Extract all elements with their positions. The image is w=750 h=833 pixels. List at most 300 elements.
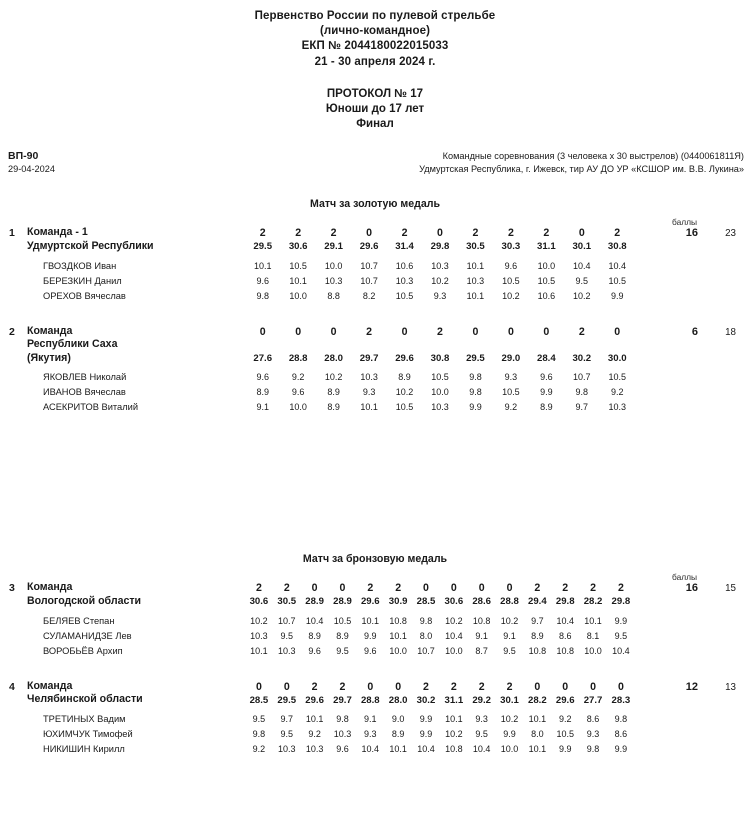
series-point-cell: 2 [295,227,302,240]
series-point-cell: 2 [543,227,550,240]
event-date: 29-04-2024 [8,164,55,175]
series-point-cell: 2 [283,582,290,595]
shooter-row [0,729,750,744]
series-point-cell: 0 [478,582,485,595]
shot-score-cell: 9.8 [336,713,349,724]
series-point-cell: 2 [259,227,266,240]
series-total-cell: 29.4 [528,596,547,608]
shot-score-cell: 10.5 [608,372,627,383]
shot-score-cell: 8.8 [327,290,340,301]
shot-score-cell: 10.3 [278,743,296,754]
team-series-totals [245,695,635,706]
shooter-scores [245,291,635,301]
shot-score-cell: 8.0 [419,630,433,641]
shooter-row [0,402,750,417]
series-point-cell: 0 [366,227,373,240]
shot-score-cell: 9.1 [503,630,516,641]
title-line-1: Первенство России по пулевой стрельбе [254,10,496,22]
shot-score-cell: 8.9 [327,387,340,398]
shot-score-cell: 9.8 [586,743,600,754]
series-total-cell: 30.0 [607,353,627,365]
series-total-cell: 29.7 [359,353,379,365]
shooter-list [0,616,750,661]
series-total-cell: 28.9 [333,596,352,608]
shooter-name: БЕЛЯЕВ Степан [43,615,115,626]
shot-score-cell: 8.6 [558,630,572,641]
matches-root [0,198,750,758]
shot-score-cell: 10.1 [389,630,407,641]
shot-score-cell: 10.0 [324,260,343,271]
shot-score-cell: 10.6 [395,260,414,271]
team-block [0,582,750,660]
shot-score-cell: 10.2 [324,372,343,383]
shot-score-cell: 10.5 [289,260,307,271]
shot-score-cell: 9.9 [419,728,433,739]
shot-score-cell: 8.9 [398,372,411,383]
series-total-cell: 28.4 [537,353,556,365]
team-name-line: Команда [27,324,73,337]
shot-score-cell: 10.5 [333,615,352,626]
shot-score-cell: 10.7 [417,645,435,656]
shot-score-cell: 10.7 [360,275,378,286]
team-rank: 4 [9,680,15,693]
shot-score-cell: 8.6 [586,713,600,724]
shot-score-cell: 10.8 [389,615,407,626]
series-point-cell: 0 [578,227,585,240]
shot-score-cell: 9.8 [469,372,482,383]
series-point-cell: 2 [478,680,485,693]
team-points-total: 6 [691,325,698,338]
shot-score-cell: 10.4 [472,743,491,754]
team-name-line: Челябинской области [27,693,143,706]
shot-score-cell: 10.3 [324,275,343,286]
shot-score-cell: 10.5 [502,275,520,286]
shooter-name: ГВОЗДКОВ Иван [43,260,117,271]
series-total-cell: 30.8 [607,241,627,253]
series-point-cell: 2 [401,227,408,240]
shooter-scores [245,387,635,397]
series-point-cell: 0 [472,325,479,338]
team-block [0,681,750,759]
team-name-line: Удмуртской Республики [27,240,154,253]
series-point-cell: 2 [506,680,513,693]
shot-score-cell: 9.3 [433,290,447,301]
shot-score-cell: 10.1 [584,615,602,626]
shot-score-cell: 10.7 [573,372,591,383]
series-total-cell: 28.8 [500,596,519,608]
shot-score-cell: 10.4 [305,615,324,626]
shot-score-cell: 10.1 [389,743,407,754]
series-point-cell: 2 [617,582,624,595]
series-total-cell: 31.1 [537,241,556,253]
series-point-cell: 2 [507,227,514,240]
series-total-cell: 28.0 [388,694,408,706]
shot-score-cell: 10.3 [431,402,449,413]
shot-score-cell: 9.2 [504,402,518,413]
shot-score-cell: 10.4 [417,743,435,754]
shooter-row [0,261,750,276]
shot-score-cell: 10.1 [528,713,547,724]
shot-score-cell: 10.2 [502,290,520,301]
team-name [27,325,242,366]
series-point-cell: 0 [590,680,596,693]
shot-score-cell: 9.9 [540,387,553,398]
shot-score-cell: 10.2 [395,387,414,398]
series-total-cell: 28.8 [360,694,380,706]
series-total-cell: 30.2 [572,353,592,365]
shot-score-cell: 9.6 [256,275,269,286]
series-total-cell: 28.0 [324,353,343,365]
title-line-2: (лично-командное) [319,25,431,38]
shot-score-cell: 10.8 [528,645,547,656]
series-total-cell: 29.5 [277,694,297,706]
series-point-cell: 0 [506,582,513,595]
shot-score-cell: 10.7 [278,615,296,626]
series-point-cell: 2 [366,325,373,338]
shot-score-cell: 10.4 [573,260,591,271]
team-name-line: Республики Саха [27,338,118,351]
title-line-3: ЕКП № 2044180022015033 [301,40,449,53]
shooter-name: ОРЕХОВ Вячеслав [43,290,126,301]
shot-score-cell: 10.3 [333,728,352,739]
team-points-total: 16 [685,582,698,595]
team-qualification-score: 15 [725,583,736,595]
shot-score-cell: 9.3 [362,387,376,398]
series-point-cell: 0 [450,582,457,595]
series-total-cell: 31.4 [395,241,414,253]
team-qualification-score: 13 [725,681,736,693]
series-point-cell: 0 [259,325,266,338]
team-series-points [245,227,635,239]
shot-score-cell: 9.9 [364,630,377,641]
series-total-cell: 27.7 [583,694,603,706]
shot-score-cell: 10.4 [556,615,574,626]
shot-score-cell: 9.9 [503,728,516,739]
shot-score-cell: 10.3 [395,275,414,286]
team-name-line: Команда [27,679,73,692]
shot-score-cell: 10.0 [537,260,556,271]
shot-score-cell: 9.1 [364,713,377,724]
series-total-cell: 29.6 [360,596,380,608]
team-block [0,227,750,305]
shot-score-cell: 8.9 [308,630,321,641]
shooter-name: БЕРЕЗКИН Данил [43,275,122,286]
series-point-cell: 2 [423,680,429,693]
shot-score-cell: 9.9 [614,615,628,626]
shot-score-cell: 9.3 [475,713,488,724]
shot-score-cell: 10.2 [445,615,463,626]
shot-score-cell: 9.8 [256,290,269,301]
shooter-row [0,744,750,759]
team-name [27,680,242,707]
shot-score-cell: 10.4 [445,630,463,641]
shot-score-cell: 10.5 [537,275,556,286]
series-total-cell: 28.5 [249,694,269,706]
series-point-cell: 2 [339,680,346,693]
protocol-title-block [0,87,750,133]
shot-score-cell: 10.2 [250,615,268,626]
series-point-cell: 2 [578,325,585,338]
shot-score-cell: 9.5 [336,645,349,656]
shooter-name: НИКИШИН Кирилл [43,743,125,754]
shot-score-cell: 10.0 [389,645,407,656]
series-total-cell: 29.6 [359,241,379,253]
series-point-cell: 0 [423,582,429,595]
shot-score-cell: 9.5 [280,630,294,641]
shot-score-cell: 10.5 [608,275,627,286]
shot-score-cell: 8.1 [586,630,600,641]
team-points-total: 16 [685,227,698,240]
shot-score-cell: 9.6 [256,372,269,383]
shooter-name: ЯКОВЛЕВ Николай [43,372,127,383]
shooter-row [0,646,750,661]
shooter-row [0,714,750,729]
series-point-cell: 0 [311,582,318,595]
series-point-cell: 0 [617,680,624,693]
shot-score-cell: 9.6 [540,372,553,383]
team-series-points [245,326,635,338]
series-total-cell: 28.5 [416,596,436,608]
series-total-cell: 30.5 [277,596,297,608]
series-point-cell: 0 [507,325,514,338]
team-list [0,227,750,417]
shot-score-cell: 10.0 [445,645,463,656]
shot-score-cell: 10.5 [395,290,414,301]
team-rank: 2 [9,325,15,338]
shot-score-cell: 9.9 [611,290,624,301]
series-total-cell: 29.8 [611,596,631,608]
shooter-list [0,372,750,417]
shooter-name: СУЛАМАНИДЗЕ Лев [43,630,132,641]
series-point-cell: 2 [472,227,479,240]
series-total-cell: 28.9 [305,596,324,608]
shot-score-cell: 10.5 [431,372,449,383]
series-total-cell: 31.1 [444,694,464,706]
series-total-cell: 29.1 [324,241,343,253]
shot-score-cell: 9.1 [475,630,488,641]
team-qualification-score: 23 [725,228,736,240]
shot-score-cell: 10.5 [502,387,520,398]
shot-score-cell: 10.1 [253,260,272,271]
shot-score-cell: 9.8 [575,387,589,398]
team-list [0,582,750,758]
shot-score-cell: 9.9 [558,743,572,754]
series-point-cell: 0 [614,325,621,338]
series-point-cell: 0 [401,325,408,338]
shot-score-cell: 10.8 [472,615,491,626]
team-series-points [245,681,635,693]
shot-score-cell: 10.1 [466,260,485,271]
series-point-cell: 2 [437,325,443,338]
shot-score-cell: 10.5 [395,402,414,413]
shooter-name: АСЕКРИТОВ Виталий [43,402,139,413]
series-total-cell: 29.5 [253,241,273,253]
shot-score-cell: 10.3 [305,743,324,754]
shot-score-cell: 9.0 [391,713,405,724]
shot-score-cell: 9.6 [364,645,377,656]
shot-score-cell: 9.3 [364,728,377,739]
shot-score-cell: 10.2 [500,713,519,724]
shot-score-cell: 10.3 [608,402,627,413]
series-point-cell: 0 [295,325,302,338]
discipline-label: Командные соревнования (3 человека х 30 выстрелов) (0440061811Я) [442,151,744,162]
team-qualification-score: 18 [725,326,736,338]
shot-score-cell: 10.1 [528,743,547,754]
shot-score-cell: 9.9 [469,402,482,413]
shooter-scores [245,261,635,271]
series-total-cell: 29.6 [555,694,575,706]
shooter-name: ИВАНОВ Вячеслав [43,387,126,398]
shot-score-cell: 9.5 [614,630,628,641]
shot-score-cell: 8.9 [256,387,269,398]
match-title: Матч за бронзовую медаль [302,553,448,566]
series-total-cell: 28.8 [288,353,308,365]
shot-score-cell: 10.0 [584,645,602,656]
shot-score-cell: 10.3 [466,275,485,286]
shot-score-cell: 10.3 [250,630,268,641]
shot-score-cell: 10.8 [445,743,463,754]
team-series-totals [245,353,635,364]
shot-score-cell: 9.2 [252,743,266,754]
shot-score-cell: 8.6 [614,728,628,739]
shot-score-cell: 9.2 [291,372,305,383]
series-point-cell: 2 [311,680,318,693]
series-point-cell: 0 [283,680,290,693]
shooter-row [0,291,750,306]
shooter-scores [245,402,635,412]
series-point-cell: 0 [367,680,374,693]
shot-score-cell: 10.4 [608,260,627,271]
series-total-cell: 30.2 [416,694,436,706]
info-right [419,150,744,176]
shot-score-cell: 9.7 [531,615,544,626]
match-title: Матч за золотую медаль [309,198,441,211]
series-point-cell: 0 [543,325,550,338]
shot-score-cell: 10.2 [500,615,519,626]
shot-score-cell: 8.9 [327,402,340,413]
shot-score-cell: 8.9 [391,728,405,739]
shot-score-cell: 9.7 [280,713,294,724]
shooter-row [0,616,750,631]
team-name [27,581,242,608]
series-total-cell: 30.6 [444,596,464,608]
series-point-cell: 0 [562,680,569,693]
shooter-scores [245,744,635,754]
shot-score-cell: 9.2 [611,387,624,398]
series-point-cell: 0 [534,680,541,693]
shot-score-cell: 9.8 [252,728,266,739]
shot-score-cell: 9.5 [252,713,266,724]
shooter-row [0,276,750,291]
series-total-cell: 30.5 [466,241,485,253]
shooter-scores [245,729,635,739]
info-bar [0,150,750,176]
series-total-cell: 29.5 [466,353,485,365]
series-point-cell: 2 [255,582,262,595]
age-category: Юноши до 17 лет [325,103,425,116]
shot-score-cell: 10.1 [466,290,485,301]
series-total-cell: 27.6 [253,353,273,365]
series-point-cell: 2 [614,227,621,240]
shot-score-cell: 8.9 [336,630,349,641]
team-series-totals [245,596,635,607]
info-left [8,150,55,176]
shot-score-cell: 10.1 [289,275,307,286]
series-total-cell: 28.2 [583,596,603,608]
shooter-list [0,261,750,306]
shot-score-cell: 9.8 [419,615,433,626]
shot-score-cell: 8.7 [475,645,488,656]
series-total-cell: 29.7 [333,694,352,706]
protocol-number: ПРОТОКОЛ № 17 [326,87,424,100]
series-point-cell: 2 [395,582,402,595]
team-rank: 1 [9,227,15,240]
series-point-cell: 2 [330,227,337,240]
shot-score-cell: 10.0 [289,402,307,413]
shot-score-cell: 8.2 [362,290,376,301]
shot-score-cell: 8.9 [531,630,544,641]
shooter-name: ВОРОБЬЁВ Архип [43,645,123,656]
shot-score-cell: 8.0 [531,728,544,739]
series-point-cell: 2 [450,680,457,693]
points-column-label: баллы [672,217,698,228]
shot-score-cell: 8.9 [540,402,553,413]
series-total-cell: 30.3 [501,241,521,253]
series-point-cell: 0 [339,582,346,595]
match-section [0,553,750,758]
shooter-row [0,631,750,646]
shot-score-cell: 10.3 [431,260,449,271]
venue-label: Удмуртская Республика, г. Ижевск, тир АУ ДО УР «КСШОР им. В.В. Лукина» [419,164,744,175]
team-name-line: (Якутия) [27,351,71,364]
shooter-scores [245,616,635,626]
shot-score-cell: 10.8 [556,645,574,656]
shooter-scores [245,372,635,382]
team-name [27,226,242,253]
shot-score-cell: 10.7 [360,260,378,271]
shot-score-cell: 10.2 [573,290,591,301]
series-total-cell: 29.0 [501,353,521,365]
shot-score-cell: 9.2 [308,728,321,739]
team-name-line: Команда - 1 [27,226,88,239]
series-total-cell: 30.1 [572,241,592,253]
shot-score-cell: 9.8 [614,713,628,724]
series-point-cell: 2 [367,582,374,595]
series-total-cell: 28.3 [611,694,631,706]
shot-score-cell: 10.0 [431,387,449,398]
shot-score-cell: 10.1 [360,402,378,413]
shot-score-cell: 9.6 [308,645,321,656]
shooter-scores [245,631,635,641]
series-total-cell: 29.6 [305,694,324,706]
shot-score-cell: 10.1 [305,713,324,724]
shot-score-cell: 10.4 [612,645,630,656]
shooter-scores [245,276,635,286]
team-series-totals [245,241,635,252]
shot-score-cell: 10.0 [289,290,307,301]
shot-score-cell: 9.5 [280,728,294,739]
shot-score-cell: 9.3 [504,372,518,383]
series-total-cell: 30.6 [288,241,308,253]
shot-score-cell: 9.6 [504,260,518,271]
shooter-name: ТРЕТИНЫХ Вадим [43,713,126,724]
series-point-cell: 0 [437,227,443,240]
shot-score-cell: 10.1 [361,615,380,626]
event-code: ВП-90 [8,150,39,163]
series-point-cell: 0 [255,680,262,693]
shooter-scores [245,646,635,656]
shot-score-cell: 10.2 [445,728,463,739]
